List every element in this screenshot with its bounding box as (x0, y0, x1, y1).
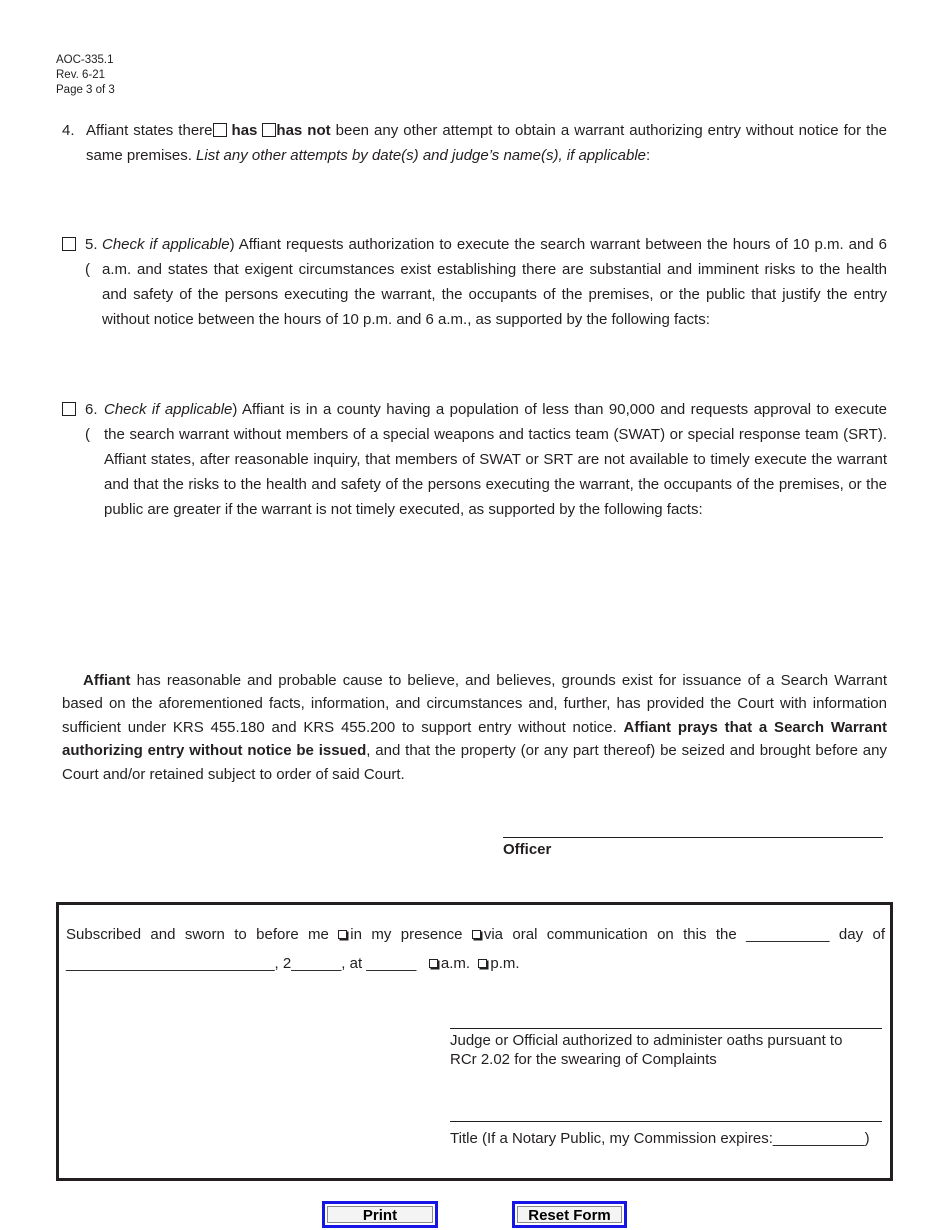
in-presence-checkbox[interactable] (338, 930, 347, 939)
has-checkbox[interactable] (213, 123, 227, 137)
oral-communication-checkbox[interactable] (472, 930, 481, 939)
item-5 (62, 232, 887, 332)
print-button[interactable]: Print (322, 1201, 438, 1228)
has-not-label: has not (276, 122, 331, 139)
reset-form-button[interactable]: Reset Form (512, 1201, 627, 1228)
item-5-check-label: Check if applicable (102, 236, 230, 253)
title-label: Title (If a Notary Public, my Commission expires:___________) (450, 1130, 870, 1147)
form-header (56, 53, 115, 98)
item-5-text: ) Affiant requests authorization to execute the search warrant between the hours of 10 p.m. and 6 a.m. and states that exigent circumstances exist establishing there are substantial and imminent risks to the health and safety of the persons executing the warrant, the occupants of the premises, or the public that justify the entry without notice between the hours of 10 p.m. and 6 a.m., as supported by the following facts: (102, 236, 887, 328)
judge-label: Judge or Official authorized to administer oaths pursuant to RCr 2.02 for the swearing of Complaints (450, 1032, 843, 1068)
officer-label: Officer (503, 841, 552, 858)
item-4-text-a: Affiant states there (86, 122, 213, 139)
page-number: Page 3 of 3 (56, 84, 115, 96)
item-6-text: ) Affiant is in a county having a population of less than 90,000 and requests approval to execute the search warrant without members of a special weapons and tactics team (SWAT) or special response team (SRT). Affiant states, after reasonable inquiry, that members of SWAT or SRT are not available to timely execute the warrant and that the risks to the health and safety of the persons executing the warrant, the occupants of the premises, or the public are greater if the warrant is not timely executed, as supported by the following facts: (104, 401, 887, 518)
item-4: 4. Affiant states there has has not been any other attempt to obtain a warrant authorizing entry without notice for the same premises. List any other attempts by date(s) and judge’s name(s), if applicable: (62, 118, 887, 168)
item-6-number: 6. ( (85, 401, 98, 443)
item-6-check-label: Check if applicable (104, 401, 233, 418)
affiant-label: Affiant (83, 672, 131, 689)
jurat-line-2: _________________________, 2______, at ______ a.m. p.m. (66, 955, 520, 972)
judge-signature-line[interactable] (450, 1028, 882, 1029)
jurat-line-1: Subscribed and sworn to before me in my presence via oral communication on this the __________ day of (66, 926, 885, 943)
am-checkbox[interactable] (429, 959, 438, 968)
item-6 (62, 397, 887, 522)
affidavit-paragraph: Affiant has reasonable and probable cause to believe, and believes, grounds exist for issuance of a Search Warrant based on the aforementioned facts, information, and circumstances and, further, has provided the Court with information sufficient under KRS 455.180 and KRS 455.200 to support entry without notice. Affiant prays that a Search Warrant authorizing entry without notice be issued, and that the property (or any part thereof) be seized and brought before any Court and/or retained subject to order of said Court. (62, 672, 887, 783)
date-time-fields[interactable]: _________________________, 2______, at ______ (66, 955, 417, 972)
item-5-number: 5. ( (85, 236, 98, 278)
item-4-number: 4. (62, 122, 75, 139)
item-4-instruction: List any other attempts by date(s) and judge’s name(s), if applicable (196, 147, 647, 164)
form-number: AOC-335.1 (56, 54, 114, 66)
has-label: has (231, 122, 258, 139)
jurat-box (56, 902, 893, 1181)
item-5-checkbox[interactable] (62, 237, 76, 251)
item-6-checkbox[interactable] (62, 402, 76, 416)
has-not-checkbox[interactable] (262, 123, 276, 137)
item-4-text-b: been any other attempt to obtain a warrant authorizing entry without notice for the same premises. (86, 122, 888, 164)
form-revision: Rev. 6-21 (56, 69, 106, 81)
officer-signature-line[interactable] (503, 837, 883, 838)
title-signature-line[interactable] (450, 1121, 882, 1122)
pm-checkbox[interactable] (478, 959, 487, 968)
